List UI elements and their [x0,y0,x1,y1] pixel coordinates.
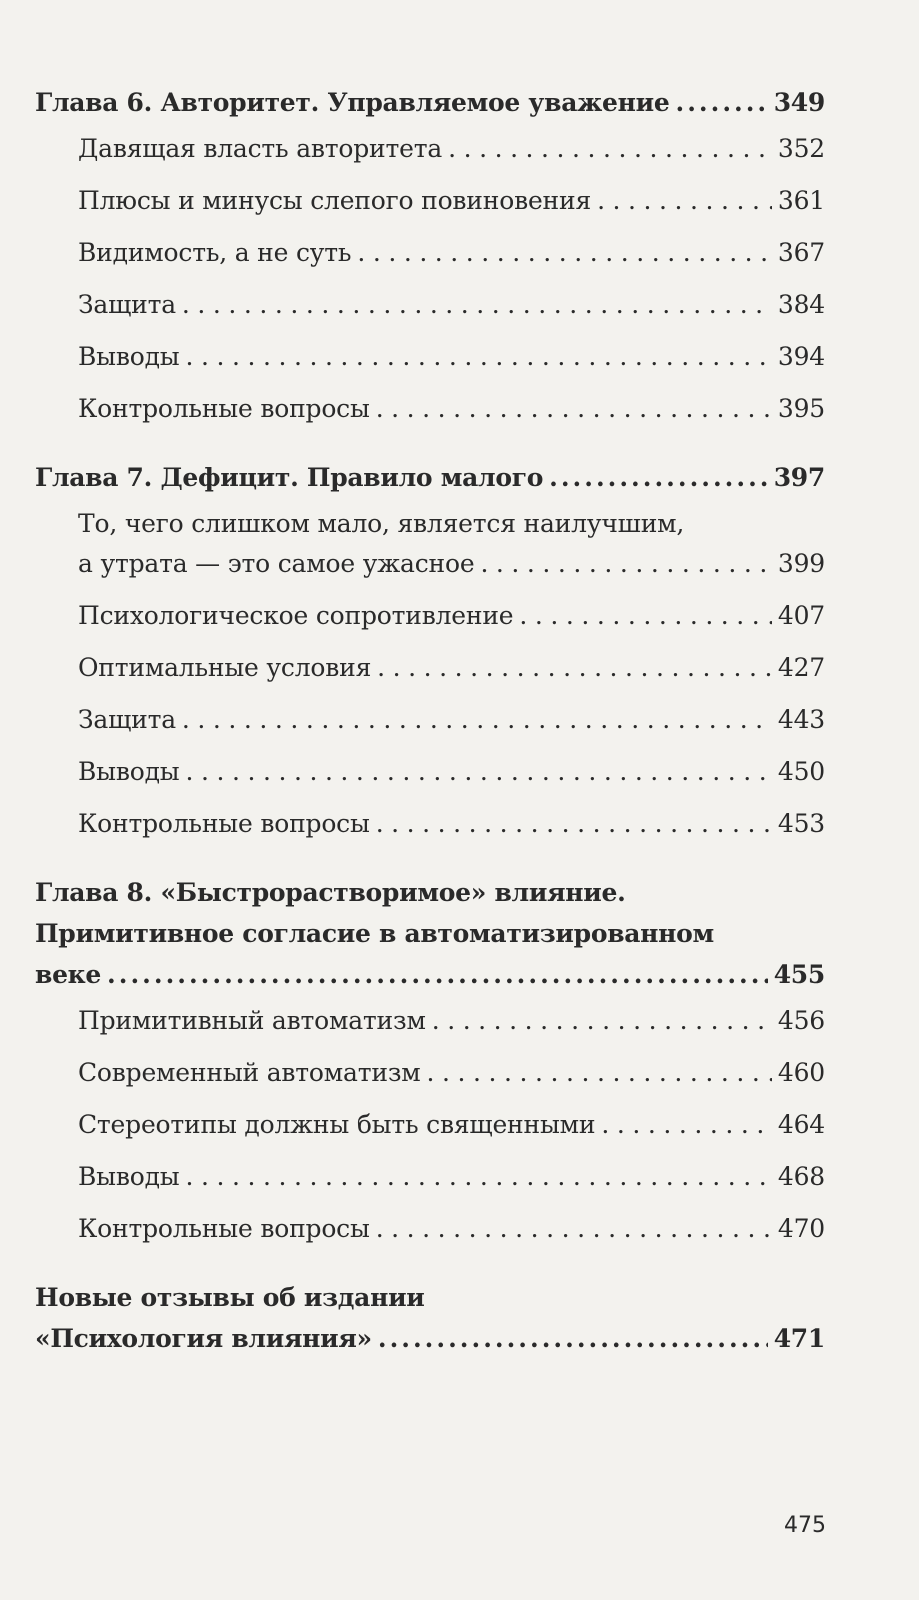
dot-leader [448,123,772,175]
dot-leader [601,1099,771,1151]
chapter-heading-line: Примитивное согласие в автоматизированном [35,919,714,948]
section-title: Контрольные вопросы [78,809,370,838]
section-title: Примитивный автоматизм [78,1006,426,1035]
section-list [78,504,825,850]
section-title: Контрольные вопросы [78,1214,370,1243]
chapter-heading-line: Новые отзывы об издании [35,1283,425,1312]
section-title: Защита [78,290,176,319]
section-title: Оптимальные условия [78,653,372,682]
dot-leader [597,175,772,227]
toc-chapter [35,1277,825,1359]
table-of-contents [35,82,825,1381]
toc-entry [78,1047,825,1099]
section-page-number: 367 [777,238,825,267]
toc-entry [78,590,825,642]
toc-entry [78,694,825,746]
section-title: Защита [78,705,176,734]
chapter-heading-line: Глава 8. «Быстрорастворимое» влияние. [35,878,626,907]
section-page-number: 352 [777,134,825,163]
section-page-number: 394 [777,342,825,371]
toc-entry-multiline [78,504,825,584]
section-title: Современный автоматизм [78,1058,421,1087]
toc-entry [78,642,825,694]
dot-leader [107,954,768,995]
toc-entry [78,798,825,850]
section-page-number: 468 [777,1162,825,1191]
dot-leader [186,746,772,798]
dot-leader [519,590,771,642]
section-title-line: То, чего слишком мало, является наилучшим, [78,509,685,538]
section-page-number: 443 [777,705,825,734]
toc-entry [78,331,825,383]
chapter-title: «Психология влияния» [35,1324,372,1353]
toc-chapter [35,872,825,1255]
section-page-number: 460 [777,1058,825,1087]
section-page-number: 395 [777,394,825,423]
chapter-heading [35,457,825,498]
section-page-number: 361 [777,186,825,215]
dot-leader [378,1318,768,1359]
chapter-page-number: 349 [773,88,825,117]
toc-chapter [35,82,825,435]
section-page-number: 427 [777,653,825,682]
toc-entry [78,123,825,175]
dot-leader [376,798,772,850]
chapter-title: Глава 7. Дефицит. Правило малого [35,463,544,492]
toc-entry-tail [78,544,825,584]
dot-leader [480,544,771,584]
section-title: Выводы [78,757,180,786]
toc-entry [78,1151,825,1203]
section-page-number: 407 [777,601,825,630]
chapter-heading [35,82,825,123]
section-page-number: 450 [777,757,825,786]
page-folio: 475 [784,1513,826,1538]
dot-leader [432,995,772,1047]
dot-leader [357,227,772,279]
toc-entry [78,227,825,279]
section-title: Давящая власть авторитета [78,134,443,163]
chapter-page-number: 471 [773,1324,825,1353]
section-title: а утрата — это самое ужасное [78,549,475,578]
section-page-number: 399 [777,549,825,578]
dot-leader [676,82,768,123]
section-page-number: 384 [777,290,825,319]
section-title: Стереотипы должны быть священными [78,1110,596,1139]
section-title: Контрольные вопросы [78,394,370,423]
chapter-heading [35,1318,825,1359]
chapter-title: Глава 6. Авторитет. Управляемое уважение [35,88,670,117]
toc-entry [78,279,825,331]
section-page-number: 453 [777,809,825,838]
chapter-page-number: 455 [773,960,825,989]
dot-leader [376,383,772,435]
toc-entry [78,746,825,798]
section-list [78,995,825,1255]
toc-entry [78,995,825,1047]
dot-leader [376,1203,772,1255]
toc-entry [78,1203,825,1255]
section-title: Выводы [78,1162,180,1191]
section-page-number: 470 [777,1214,825,1243]
section-page-number: 456 [777,1006,825,1035]
section-title: Видимость, а не суть [78,238,352,267]
section-title: Плюсы и минусы слепого повиновения [78,186,592,215]
toc-entry [78,175,825,227]
toc-chapter [35,457,825,850]
dot-leader [377,642,772,694]
chapter-heading [35,954,825,995]
toc-entry [78,1099,825,1151]
dot-leader [427,1047,772,1099]
section-list [78,123,825,435]
section-page-number: 464 [777,1110,825,1139]
dot-leader [186,331,772,383]
section-title: Выводы [78,342,180,371]
dot-leader [182,694,772,746]
dot-leader [182,279,772,331]
toc-entry [78,383,825,435]
dot-leader [186,1151,772,1203]
chapter-title: веке [35,960,102,989]
chapter-page-number: 397 [773,463,825,492]
dot-leader [549,457,768,498]
section-title: Психологическое сопротивление [78,601,514,630]
